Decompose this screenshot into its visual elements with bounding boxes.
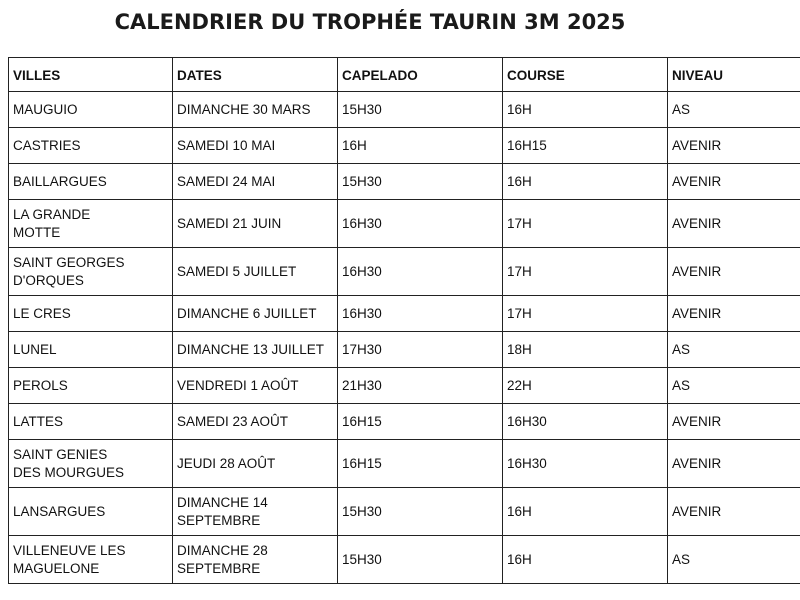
date-text: SAMEDI 10 MAI [177, 137, 276, 153]
cell-niveau: AVENIR [668, 440, 800, 488]
ville-text: SAINT GENIES DES MOURGUES [13, 446, 125, 480]
header-course: COURSE [503, 58, 668, 92]
date-text: DIMANCHE 6 JUILLET [177, 305, 317, 321]
cell-niveau: AS [668, 368, 800, 404]
cell-ville [9, 128, 173, 164]
cell-ville [9, 296, 173, 332]
date-text: SAMEDI 24 MAI [177, 173, 276, 189]
ville-text: PEROLS [13, 377, 68, 393]
table-row [9, 368, 800, 404]
cell-niveau: AVENIR [668, 248, 800, 296]
cell-niveau: AVENIR [668, 128, 800, 164]
cell-niveau: AS [668, 536, 800, 584]
header-niveau: NIVEAU [668, 58, 800, 92]
date-text: JEUDI 28 AOÛT [177, 455, 276, 471]
cell-capelado: 16H30 [338, 296, 503, 332]
cell-course: 17H [503, 248, 668, 296]
cell-capelado: 15H30 [338, 164, 503, 200]
cell-course: 18H [503, 332, 668, 368]
table-row [9, 248, 800, 296]
cell-niveau: AVENIR [668, 200, 800, 248]
header-dates: DATES [173, 58, 338, 92]
cell-niveau: AVENIR [668, 164, 800, 200]
cell-date [173, 368, 338, 404]
cell-date [173, 296, 338, 332]
cell-niveau: AVENIR [668, 488, 800, 536]
table-row [9, 92, 800, 128]
date-text: VENDREDI 1 AOÛT [177, 377, 299, 393]
ville-text: LANSARGUES [13, 503, 106, 519]
date-text: DIMANCHE 30 MARS [177, 101, 311, 117]
table-row [9, 332, 800, 368]
cell-ville [9, 248, 173, 296]
cell-course: 16H [503, 536, 668, 584]
cell-date [173, 404, 338, 440]
cell-course: 16H15 [503, 128, 668, 164]
calendar-table [8, 57, 800, 584]
table-row [9, 200, 800, 248]
cell-date [173, 332, 338, 368]
ville-text: SAINT GEORGES D'ORQUES [13, 254, 125, 288]
ville-text: VILLENEUVE LES MAGUELONE [13, 542, 126, 576]
cell-ville [9, 332, 173, 368]
cell-date [173, 128, 338, 164]
cell-date [173, 488, 338, 536]
cell-capelado: 15H30 [338, 488, 503, 536]
cell-capelado: 16H15 [338, 404, 503, 440]
date-text: DIMANCHE 13 JUILLET [177, 341, 325, 357]
cell-niveau: AVENIR [668, 296, 800, 332]
cell-niveau: AS [668, 332, 800, 368]
table-row [9, 128, 800, 164]
cell-course: 16H30 [503, 404, 668, 440]
cell-capelado: 21H30 [338, 368, 503, 404]
table-row [9, 536, 800, 584]
table-row [9, 488, 800, 536]
header-capelado: CAPELADO [338, 58, 503, 92]
table-row [9, 164, 800, 200]
ville-text: LE CRES [13, 305, 71, 321]
cell-niveau: AS [668, 92, 800, 128]
ville-text: LA GRANDE MOTTE [13, 206, 91, 240]
cell-capelado: 16H30 [338, 248, 503, 296]
header-villes: VILLES [9, 58, 173, 92]
cell-ville [9, 404, 173, 440]
cell-course: 16H [503, 92, 668, 128]
ville-text: CASTRIES [13, 137, 81, 153]
cell-course: 22H [503, 368, 668, 404]
table-row [9, 296, 800, 332]
cell-capelado: 16H15 [338, 440, 503, 488]
cell-course: 16H30 [503, 440, 668, 488]
cell-ville [9, 368, 173, 404]
table-row [9, 440, 800, 488]
date-text: SAMEDI 21 JUIN [177, 215, 282, 231]
cell-ville [9, 164, 173, 200]
ville-text: LUNEL [13, 341, 57, 357]
cell-ville [9, 440, 173, 488]
ville-text: MAUGUIO [13, 101, 78, 117]
cell-niveau: AVENIR [668, 404, 800, 440]
cell-ville [9, 200, 173, 248]
cell-capelado: 17H30 [338, 332, 503, 368]
cell-date [173, 248, 338, 296]
table-header-row [9, 58, 800, 92]
cell-date [173, 536, 338, 584]
page-title: CALENDRIER DU TROPHÉE TAURIN 3M 2025 [114, 10, 626, 34]
table-row [9, 404, 800, 440]
cell-ville [9, 92, 173, 128]
cell-course: 17H [503, 200, 668, 248]
cell-date [173, 200, 338, 248]
cell-date [173, 164, 338, 200]
cell-date [173, 440, 338, 488]
date-text: SAMEDI 5 JUILLET [177, 263, 297, 279]
cell-ville [9, 536, 173, 584]
cell-capelado: 16H30 [338, 200, 503, 248]
ville-text: BAILLARGUES [13, 173, 107, 189]
cell-capelado: 15H30 [338, 92, 503, 128]
ville-text: LATTES [13, 413, 64, 429]
cell-date [173, 92, 338, 128]
date-text: DIMANCHE 28 SEPTEMBRE [177, 542, 268, 576]
cell-course: 16H [503, 164, 668, 200]
cell-capelado: 15H30 [338, 536, 503, 584]
cell-ville [9, 488, 173, 536]
cell-course: 17H [503, 296, 668, 332]
cell-course: 16H [503, 488, 668, 536]
date-text: SAMEDI 23 AOÛT [177, 413, 289, 429]
date-text: DIMANCHE 14 SEPTEMBRE [177, 494, 268, 528]
cell-capelado: 16H [338, 128, 503, 164]
